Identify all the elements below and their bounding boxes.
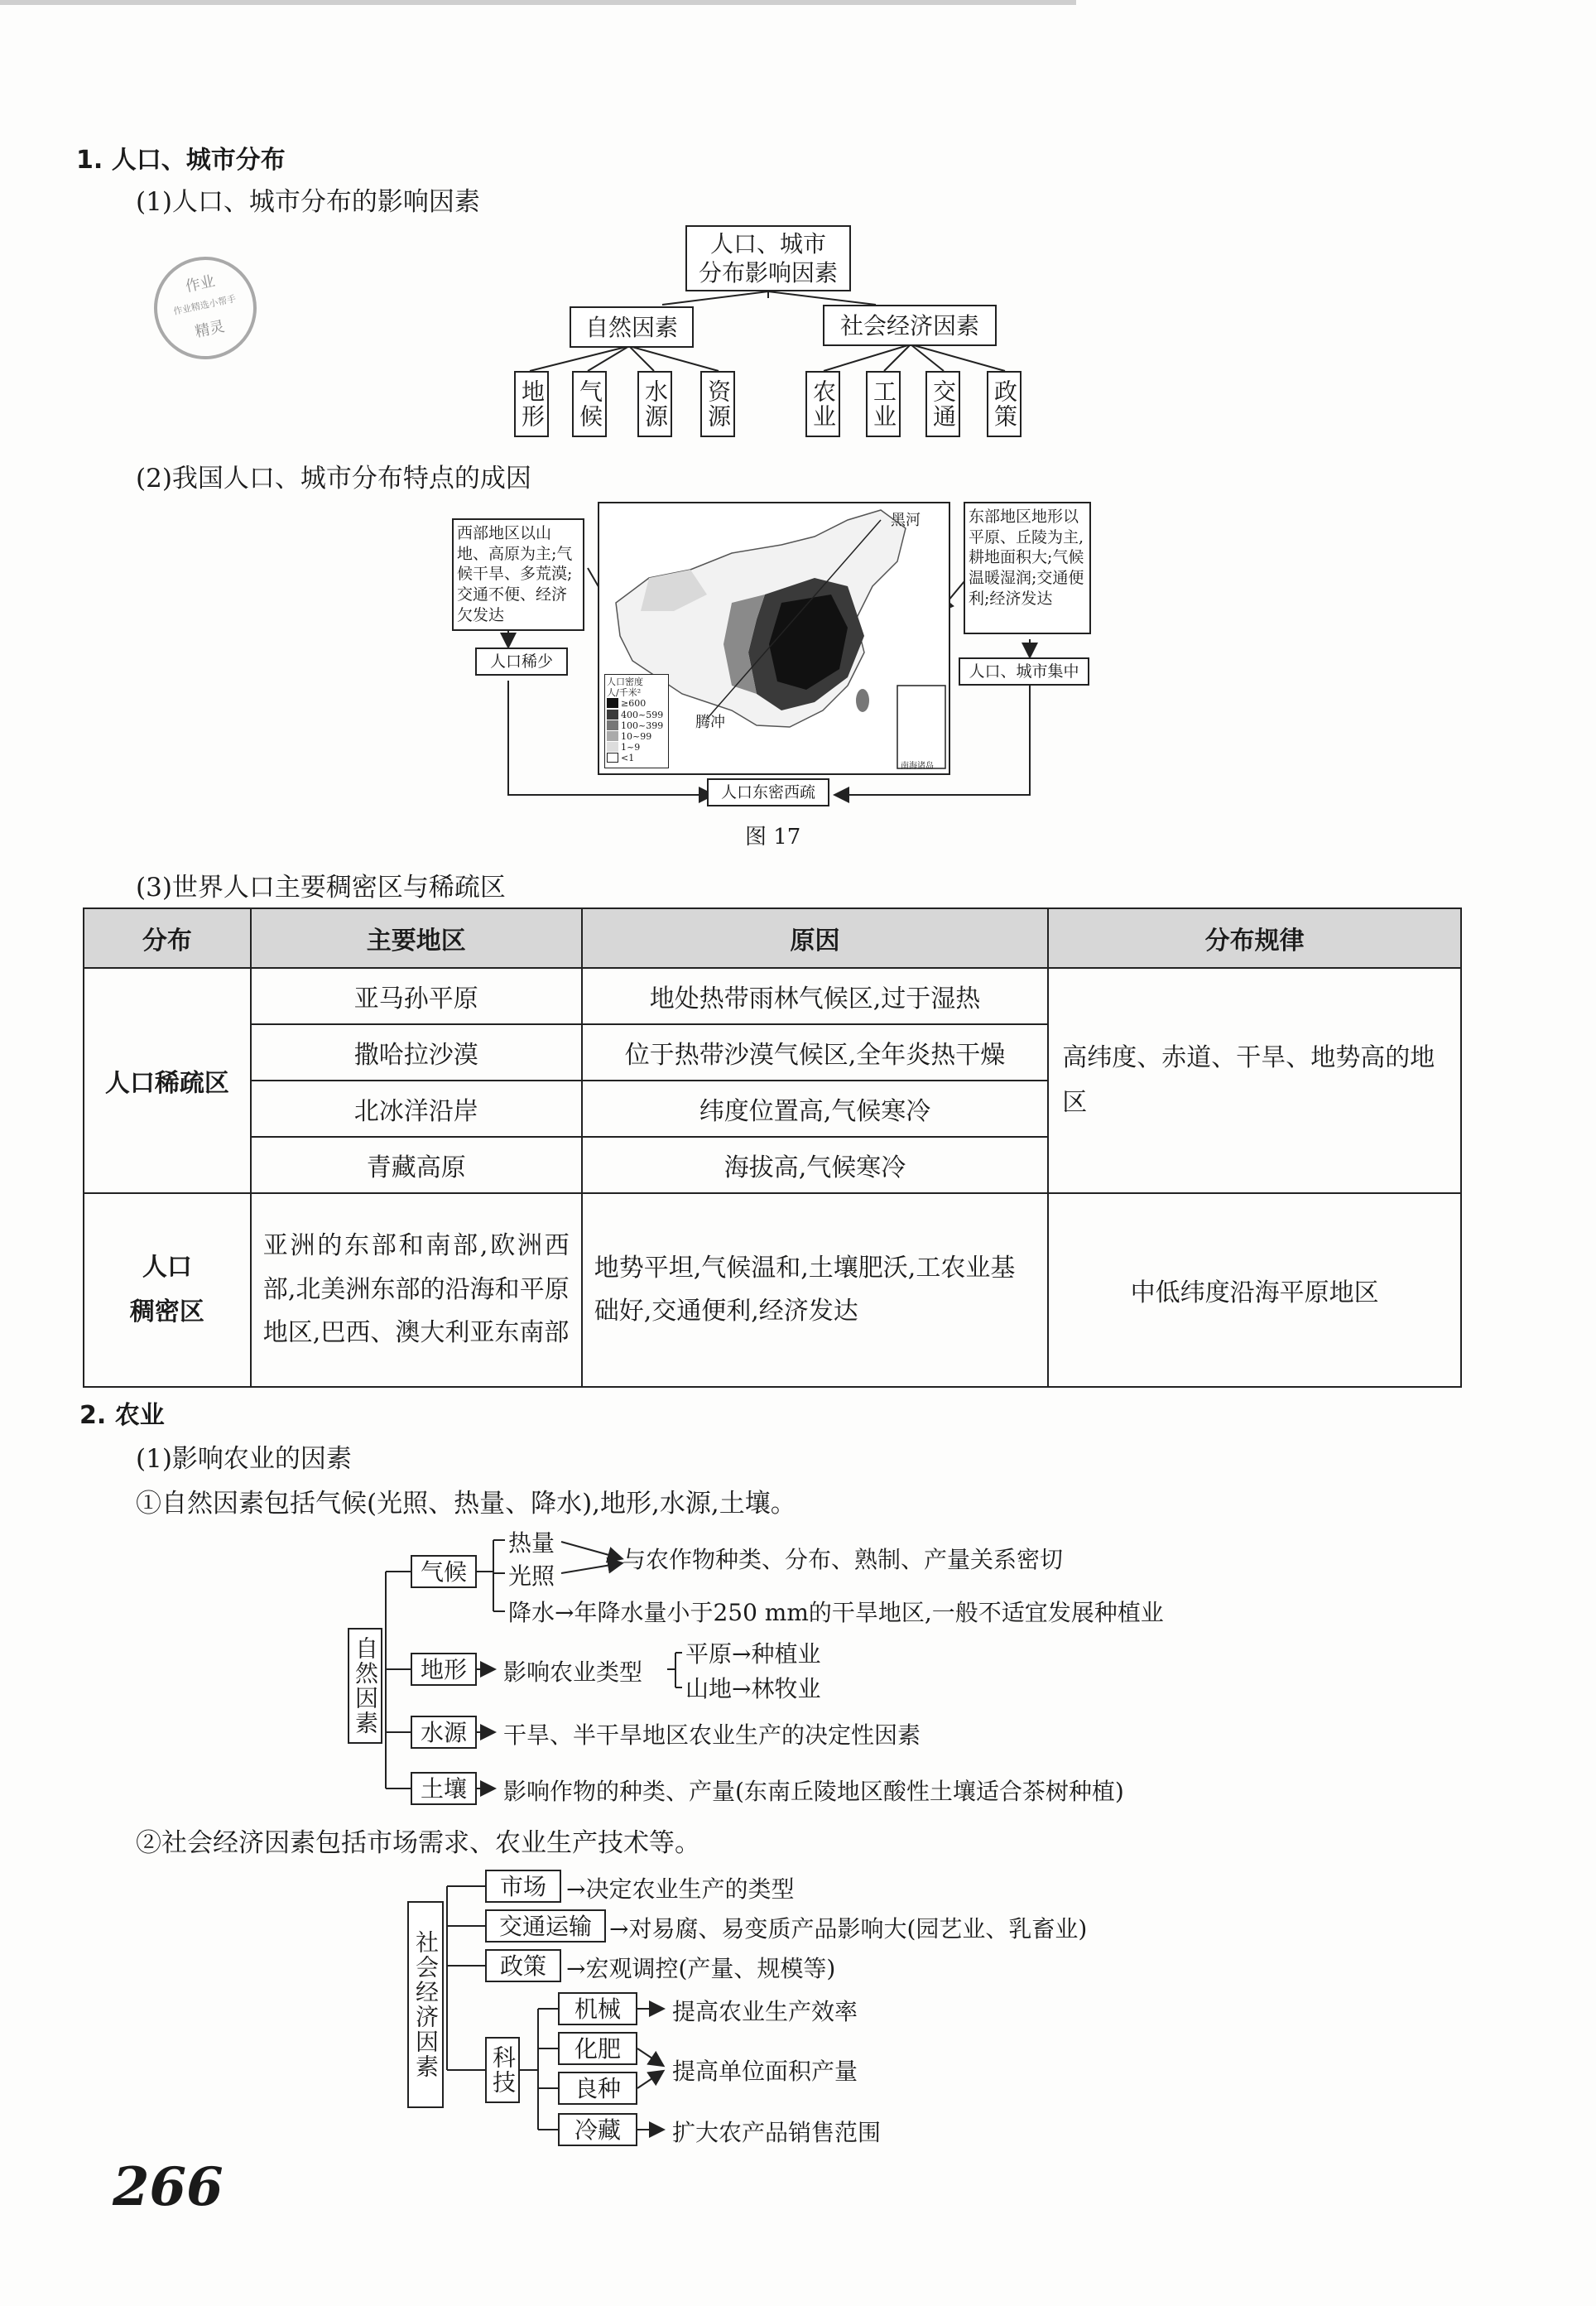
policy-effect: →宏观调控(产量、规模等) — [566, 1955, 836, 1982]
east-result-box: 人口、城市集中 — [959, 657, 1089, 686]
china-population-map — [598, 502, 950, 775]
machine-box: 机械 — [558, 1992, 637, 2025]
dense-region: 亚洲的东部和南部,欧洲西部,北美洲东部的沿海和平原地区,巴西、澳大利亚东南部 — [251, 1193, 582, 1387]
soc-item-industry: 工业 — [866, 371, 901, 437]
natural-factor-box: 自然因素 — [570, 306, 694, 348]
factor-root-box: 人口、城市 分布影响因素 — [685, 225, 851, 291]
market-box: 市场 — [485, 1870, 561, 1903]
soil-box: 土壤 — [411, 1772, 477, 1805]
section-1-title: 1. 人口、城市分布 — [76, 146, 286, 175]
fertilizer-box: 化肥 — [558, 2032, 637, 2065]
transport-box: 交通运输 — [485, 1909, 606, 1943]
table-cell-region: 撒哈拉沙漠 — [251, 1024, 582, 1081]
legend-title: 人口密度 — [607, 676, 643, 687]
heat-light-effect: 与农作物种类、分布、熟制、产量关系密切 — [623, 1546, 1064, 1573]
machine-effect: 提高农业生产效率 — [672, 1998, 858, 2025]
figure-caption: 图 17 — [745, 825, 801, 850]
table-cell-region: 北冰洋沿岸 — [251, 1081, 582, 1137]
legend-item: <1 — [621, 753, 635, 764]
legend-item: 100~399 — [621, 720, 664, 731]
table-cell-reason: 海拔高,气候寒冷 — [582, 1137, 1049, 1193]
nat-item-climate: 气候 — [572, 371, 607, 437]
soc-item-agriculture: 农业 — [805, 371, 840, 437]
social-root-box: 社会经济因素 — [407, 1901, 444, 2108]
scan-edge — [0, 0, 1076, 5]
social-factor-box: 社会经济因素 — [823, 305, 997, 346]
natural-factor-paragraph: ①自然因素包括气候(光照、热量、降水),地形,水源,土壤。 — [136, 1489, 796, 1519]
stamp-logo: 作业 作业精选小帮手 精灵 — [144, 247, 266, 368]
fert-seed-effect: 提高单位面积产量 — [672, 2058, 858, 2085]
terrain-effect: 影响农业类型 — [503, 1658, 643, 1686]
dense-rule: 中低纬度沿海平原地区 — [1048, 1193, 1461, 1387]
nat-item-water: 水源 — [637, 371, 672, 437]
social-factor-paragraph: ②社会经济因素包括市场需求、农业生产技术等。 — [136, 1828, 700, 1858]
cold-box: 冷藏 — [558, 2113, 637, 2146]
map-label-heihe: 黑河 — [891, 512, 921, 529]
transport-effect: →对易腐、易变质产品影响大(园艺业、乳畜业) — [609, 1915, 1088, 1943]
table-cell-region: 亚马孙平原 — [251, 968, 582, 1024]
table-header: 分布 — [84, 908, 251, 968]
legend-item: 10~99 — [621, 730, 652, 742]
table-cell-region: 青藏高原 — [251, 1137, 582, 1193]
subsection-2-1: (1)影响农业的因素 — [136, 1444, 352, 1474]
table-cell-reason: 地处热带雨林气候区,过于湿热 — [582, 968, 1049, 1024]
table-header: 分布规律 — [1048, 908, 1461, 968]
cold-effect: 扩大农产品销售范围 — [672, 2119, 882, 2146]
bottom-result-box: 人口东密西疏 — [707, 778, 829, 806]
nat-item-terrain: 地形 — [514, 371, 549, 437]
population-distribution-table — [83, 907, 1462, 1388]
water-effect: 干旱、半干旱地区农业生产的决定性因素 — [503, 1721, 921, 1749]
legend-item: 1~9 — [621, 742, 641, 753]
map-inset-label: 南海诸岛 — [901, 762, 934, 771]
legend-item: 400~599 — [621, 709, 664, 720]
dense-label — [84, 1193, 251, 1387]
dense-label-line2: 稠密区 — [129, 1297, 204, 1326]
seed-box: 良种 — [558, 2072, 637, 2105]
table-header: 原因 — [582, 908, 1049, 968]
sparse-rule: 高纬度、赤道、干旱、地势高的地区 — [1048, 968, 1461, 1193]
east-region-box: 东部地区地形以平原、丘陵为主,耕地面积大;气候温暖湿润;交通便利;经济发达 — [964, 502, 1091, 634]
soc-item-policy: 政策 — [987, 371, 1022, 437]
terrain-box: 地形 — [411, 1653, 477, 1686]
table-header: 主要地区 — [251, 908, 582, 968]
legend-item: ≥600 — [621, 698, 647, 710]
map-label-tengchong: 腾冲 — [695, 714, 725, 731]
policy-box: 政策 — [485, 1949, 561, 1982]
table-cell-reason: 纬度位置高,气候寒冷 — [582, 1081, 1049, 1137]
dense-reason: 地势平坦,气候温和,土壤肥沃,工农业基础好,交通便利,经济发达 — [582, 1193, 1049, 1387]
subsection-1-2: (2)我国人口、城市分布特点的成因 — [136, 464, 531, 493]
rain-effect: 降水→年降水量小于250 mm的干旱地区,一般不适宜发展种植业 — [508, 1599, 1164, 1626]
map-legend — [604, 674, 669, 768]
light-label: 光照 — [508, 1562, 555, 1590]
soil-effect: 影响作物的种类、产量(东南丘陵地区酸性土壤适合茶树种植) — [503, 1778, 1124, 1805]
legend-unit: 人/千米² — [607, 687, 642, 699]
nat-item-resource: 资源 — [700, 371, 735, 437]
sparse-label: 人口稀疏区 — [84, 968, 251, 1193]
dense-label-line1: 人口 — [142, 1253, 192, 1282]
tech-box: 科技 — [485, 2037, 520, 2103]
west-region-box: 西部地区以山地、高原为主;气候干旱、多荒漠;交通不便、经济欠发达 — [452, 518, 584, 631]
market-effect: →决定农业生产的类型 — [566, 1875, 795, 1903]
subsection-1-3: (3)世界人口主要稠密区与稀疏区 — [136, 873, 506, 903]
subsection-1-1: (1)人口、城市分布的影响因素 — [136, 187, 480, 217]
page-number: 266 — [113, 2156, 224, 2218]
section-2-title: 2. 农业 — [79, 1401, 165, 1430]
plain-effect: 平原→种植业 — [685, 1640, 821, 1668]
water-box: 水源 — [411, 1716, 477, 1749]
table-cell-reason: 位于热带沙漠气候区,全年炎热干燥 — [582, 1024, 1049, 1081]
mountain-effect: 山地→林牧业 — [685, 1675, 821, 1702]
soc-item-transport: 交通 — [925, 371, 960, 437]
west-result-box: 人口稀少 — [475, 648, 568, 676]
natural-root-box: 自然因素 — [348, 1628, 382, 1744]
climate-box: 气候 — [411, 1555, 477, 1588]
heat-label: 热量 — [508, 1529, 555, 1557]
